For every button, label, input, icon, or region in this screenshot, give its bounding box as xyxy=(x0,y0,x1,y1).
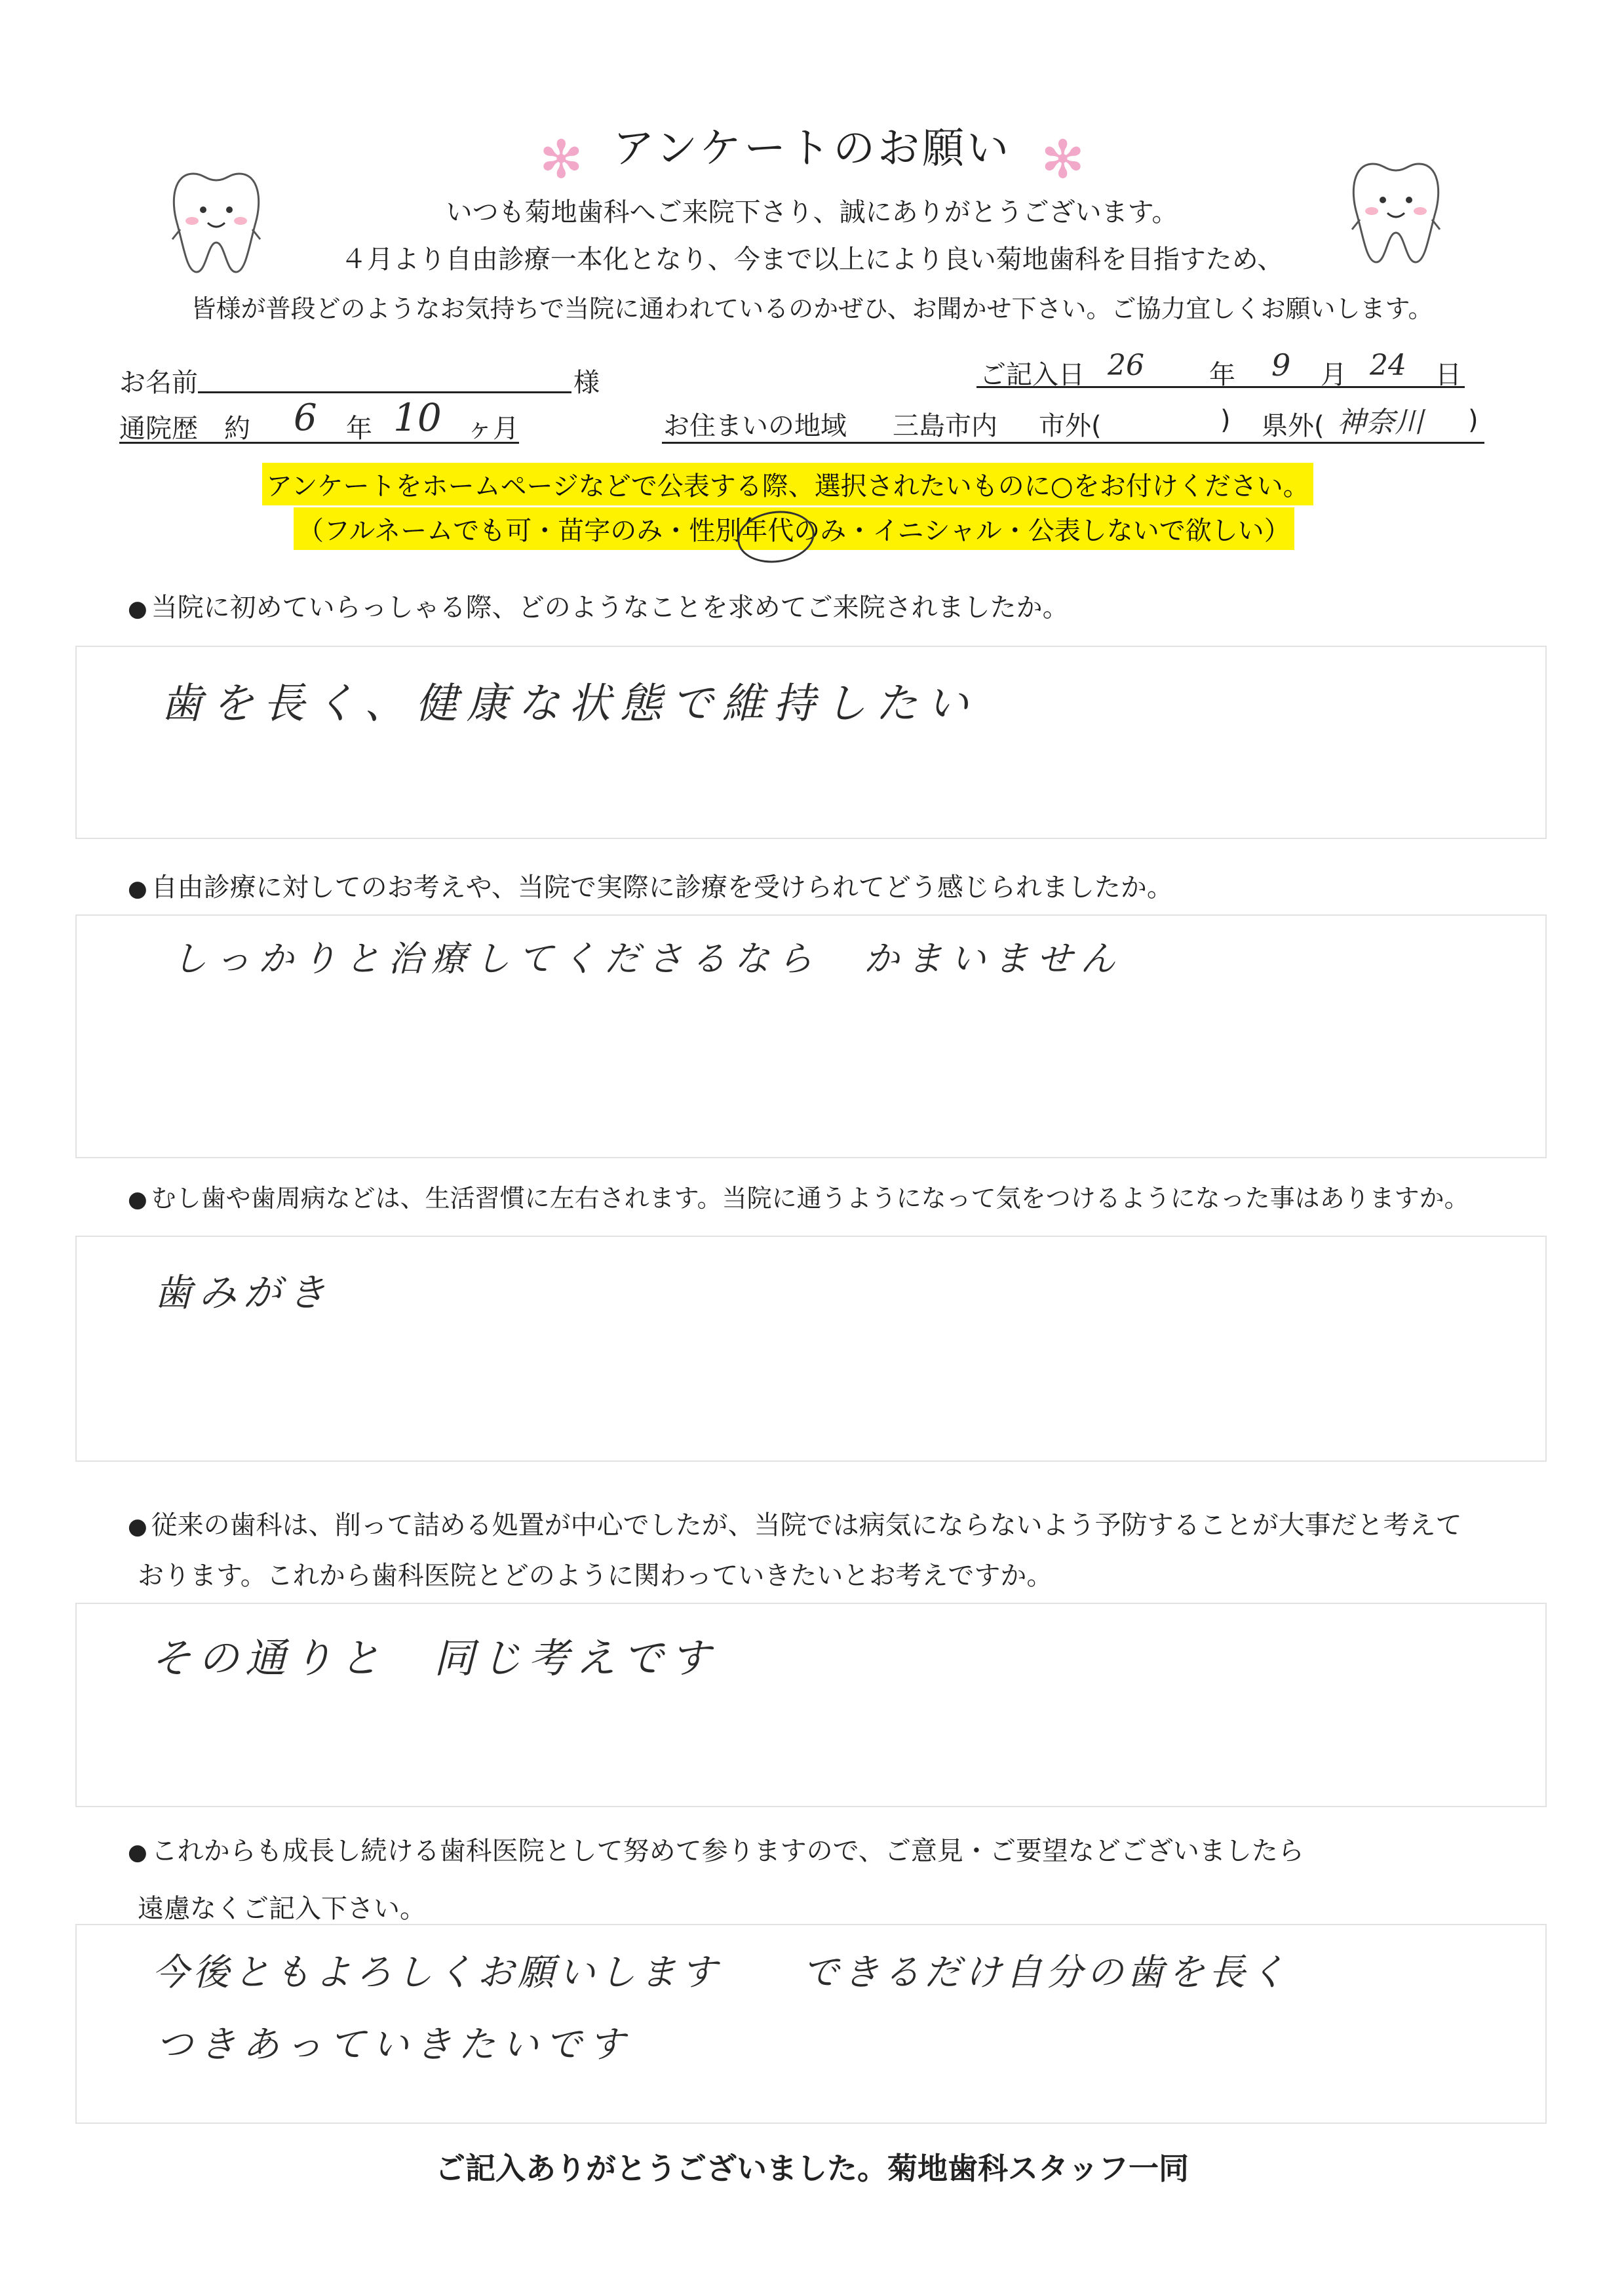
footer-thanks: ご記入ありがとうございました。菊地歯科スタッフ一同 xyxy=(435,2151,1189,2186)
answer-1: 歯を長く、健康な状態で維持したい xyxy=(161,680,978,728)
date-day-value[interactable]: 24 xyxy=(1370,349,1406,382)
intro-line-1: いつも菊地歯科へご来院下さり、誠にありがとうございます。 xyxy=(446,197,1178,227)
date-month-value[interactable]: 9 xyxy=(1271,347,1291,383)
residence-outside-city-close: ) xyxy=(1220,405,1231,435)
bullet-icon: ● xyxy=(128,596,147,622)
intro-line-2: ４月より自由診療一本化となり、今まで以上により良い菊地歯科を目指すため、 xyxy=(340,245,1284,275)
question-text: これからも成長し続ける歯科医院として努めて参りますので、ご意見・ご要望などございましたら xyxy=(151,1836,1304,1866)
name-suffix: 様 xyxy=(573,368,600,398)
visit-months-value[interactable]: 10 xyxy=(393,395,442,440)
question-2 xyxy=(128,867,1173,904)
residence-label: お住まいの地域 xyxy=(663,411,847,441)
question-text: 当院に初めていらっしゃる際、どのようなことを求めてご来院されましたか。 xyxy=(151,593,1069,623)
question-4-line-2: おります。これから歯科医院とどのように関わっていきたいとお考えですか。 xyxy=(138,1561,1053,1591)
name-label: お名前 xyxy=(119,368,198,398)
day-unit: 日 xyxy=(1435,360,1461,390)
question-5 xyxy=(128,1830,1304,1868)
question-text: 従来の歯科は、削って詰める処置が中心でしたが、当院では病気にならないよう予防することが大事だと考えて xyxy=(151,1510,1462,1540)
answer-3: 歯みがき xyxy=(154,1270,333,1315)
bullet-icon: ● xyxy=(128,1186,147,1213)
visit-months-unit: ヶ月 xyxy=(467,414,519,444)
month-unit: 月 xyxy=(1321,360,1347,390)
question-5-line-2: 遠慮なくご記入下さい。 xyxy=(138,1894,426,1924)
question-3 xyxy=(128,1178,1469,1214)
question-1 xyxy=(128,587,1069,624)
question-4 xyxy=(128,1504,1462,1542)
answer-5-line-2: つきあっていきたいです xyxy=(156,2024,632,2066)
page-title: アンケートのお願い xyxy=(612,125,1012,173)
residence-option-mishima[interactable]: 三島市内 xyxy=(893,411,997,441)
date-label: ご記入日 xyxy=(980,360,1085,390)
name-field[interactable] xyxy=(198,362,571,393)
visit-label: 通院歴 約 xyxy=(119,414,250,444)
bullet-icon: ● xyxy=(128,1514,147,1540)
question-text: 自由診療に対してのお考えや、当院で実際に診療を受けられてどう感じられましたか。 xyxy=(151,872,1173,903)
visit-years-unit: 年 xyxy=(346,414,372,444)
publish-instruction: アンケートをホームページなどで公表する際、選択されたいものに○をお付けください。 xyxy=(262,463,1313,505)
visit-years-value[interactable]: 6 xyxy=(294,397,317,439)
asterisk-icon: ✻ xyxy=(1041,129,1085,190)
residence-outside-pref-close: ) xyxy=(1468,405,1479,435)
intro-line-3: 皆様が普段どのようなお気持ちで当院に通われているのかぜひ、お聞かせ下さい。ご協力宜しくお願いします。 xyxy=(191,294,1433,323)
publish-options[interactable]: （フルネームでも可・苗字のみ・性別年代のみ・イニシャル・公表しないで欲しい） xyxy=(294,507,1294,550)
answer-4: その通りと 同じ考えです xyxy=(151,1634,718,1682)
residence-pref-value[interactable]: 神奈川 xyxy=(1337,406,1423,439)
residence-option-outside-pref[interactable]: 県外( xyxy=(1262,411,1324,441)
answer-2: しっかりと治療してくださるなら かまいません xyxy=(172,938,1123,979)
bullet-icon: ● xyxy=(128,1839,147,1866)
year-unit: 年 xyxy=(1209,360,1235,390)
residence-option-outside-city[interactable]: 市外( xyxy=(1039,411,1102,441)
asterisk-icon: ✻ xyxy=(539,129,583,190)
question-text: むし歯や歯周病などは、生活習慣に左右されます。当院に通うようになって気をつけるようになった事はありますか。 xyxy=(151,1184,1469,1213)
answer-5-line-1: 今後ともよろしくお願いします できるだけ自分の歯を長く xyxy=(152,1951,1290,1994)
bullet-icon: ● xyxy=(128,876,147,902)
date-year-value[interactable]: 26 xyxy=(1108,349,1144,382)
